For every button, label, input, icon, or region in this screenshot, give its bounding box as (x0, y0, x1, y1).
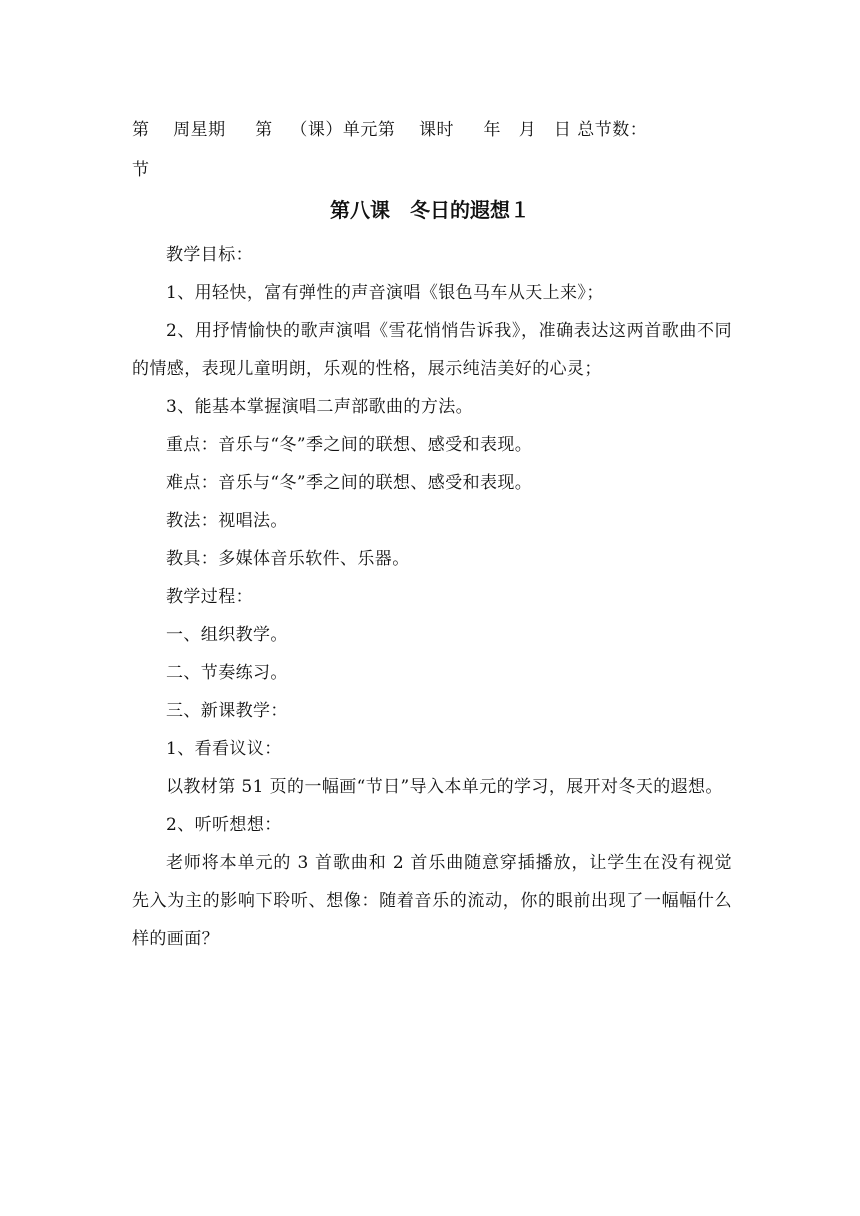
lesson-body (132, 236, 732, 958)
paragraph-step-2: 二、节奏练习。 (166, 663, 288, 683)
paragraph-step-3: 三、新课教学： (166, 701, 288, 721)
paragraph-step-1: 一、组织教学。 (166, 625, 288, 645)
paragraph-substep-2-text: 老师将本单元的 3 首歌曲和 2 首乐曲随意穿插播放，让学生在没有视觉先入为主的影响下聆听、想像：随着音乐的流动，你的眼前出现了一幅幅什么样的画面？ (132, 853, 732, 949)
paragraph-objective-3: 3、能基本掌握演唱二声部歌曲的方法。 (166, 397, 474, 417)
paragraph-objective-1: 1、用轻快，富有弹性的声音演唱《银色马车从天上来》； (166, 283, 604, 303)
paragraph-method: 教法：视唱法。 (166, 511, 288, 531)
paragraph-difficulty: 难点：音乐与“冬”季之间的联想、感受和表现。 (166, 473, 533, 493)
lesson-header-continued: 节 (132, 160, 149, 180)
paragraph-tools: 教具：多媒体音乐软件、乐器。 (166, 549, 410, 569)
paragraph-process-heading: 教学过程： (166, 587, 253, 607)
lesson-title: 第八课 冬日的遐想１ (330, 198, 530, 222)
paragraph-substep-1-text: 以教材第 51 页的一幅画“节日”导入本单元的学习，展开对冬天的遐想。 (166, 777, 723, 797)
paragraph-substep-2: 2、听听想想： (166, 815, 282, 835)
paragraph-key-point: 重点：音乐与“冬”季之间的联想、感受和表现。 (166, 435, 533, 455)
paragraph-substep-1: 1、看看议议： (166, 739, 282, 759)
paragraph-objectives-heading: 教学目标： (166, 245, 253, 265)
paragraph-objective-2: 2、用抒情愉快的歌声演唱《雪花悄悄告诉我》，准确表达这两首歌曲不同的情感，表现儿童明朗，乐观的性格，展示纯洁美好的心灵； (132, 321, 732, 379)
lesson-header: 第 周星期 第 （课）单元第 课时 年 月 日 总节数： (132, 120, 648, 140)
